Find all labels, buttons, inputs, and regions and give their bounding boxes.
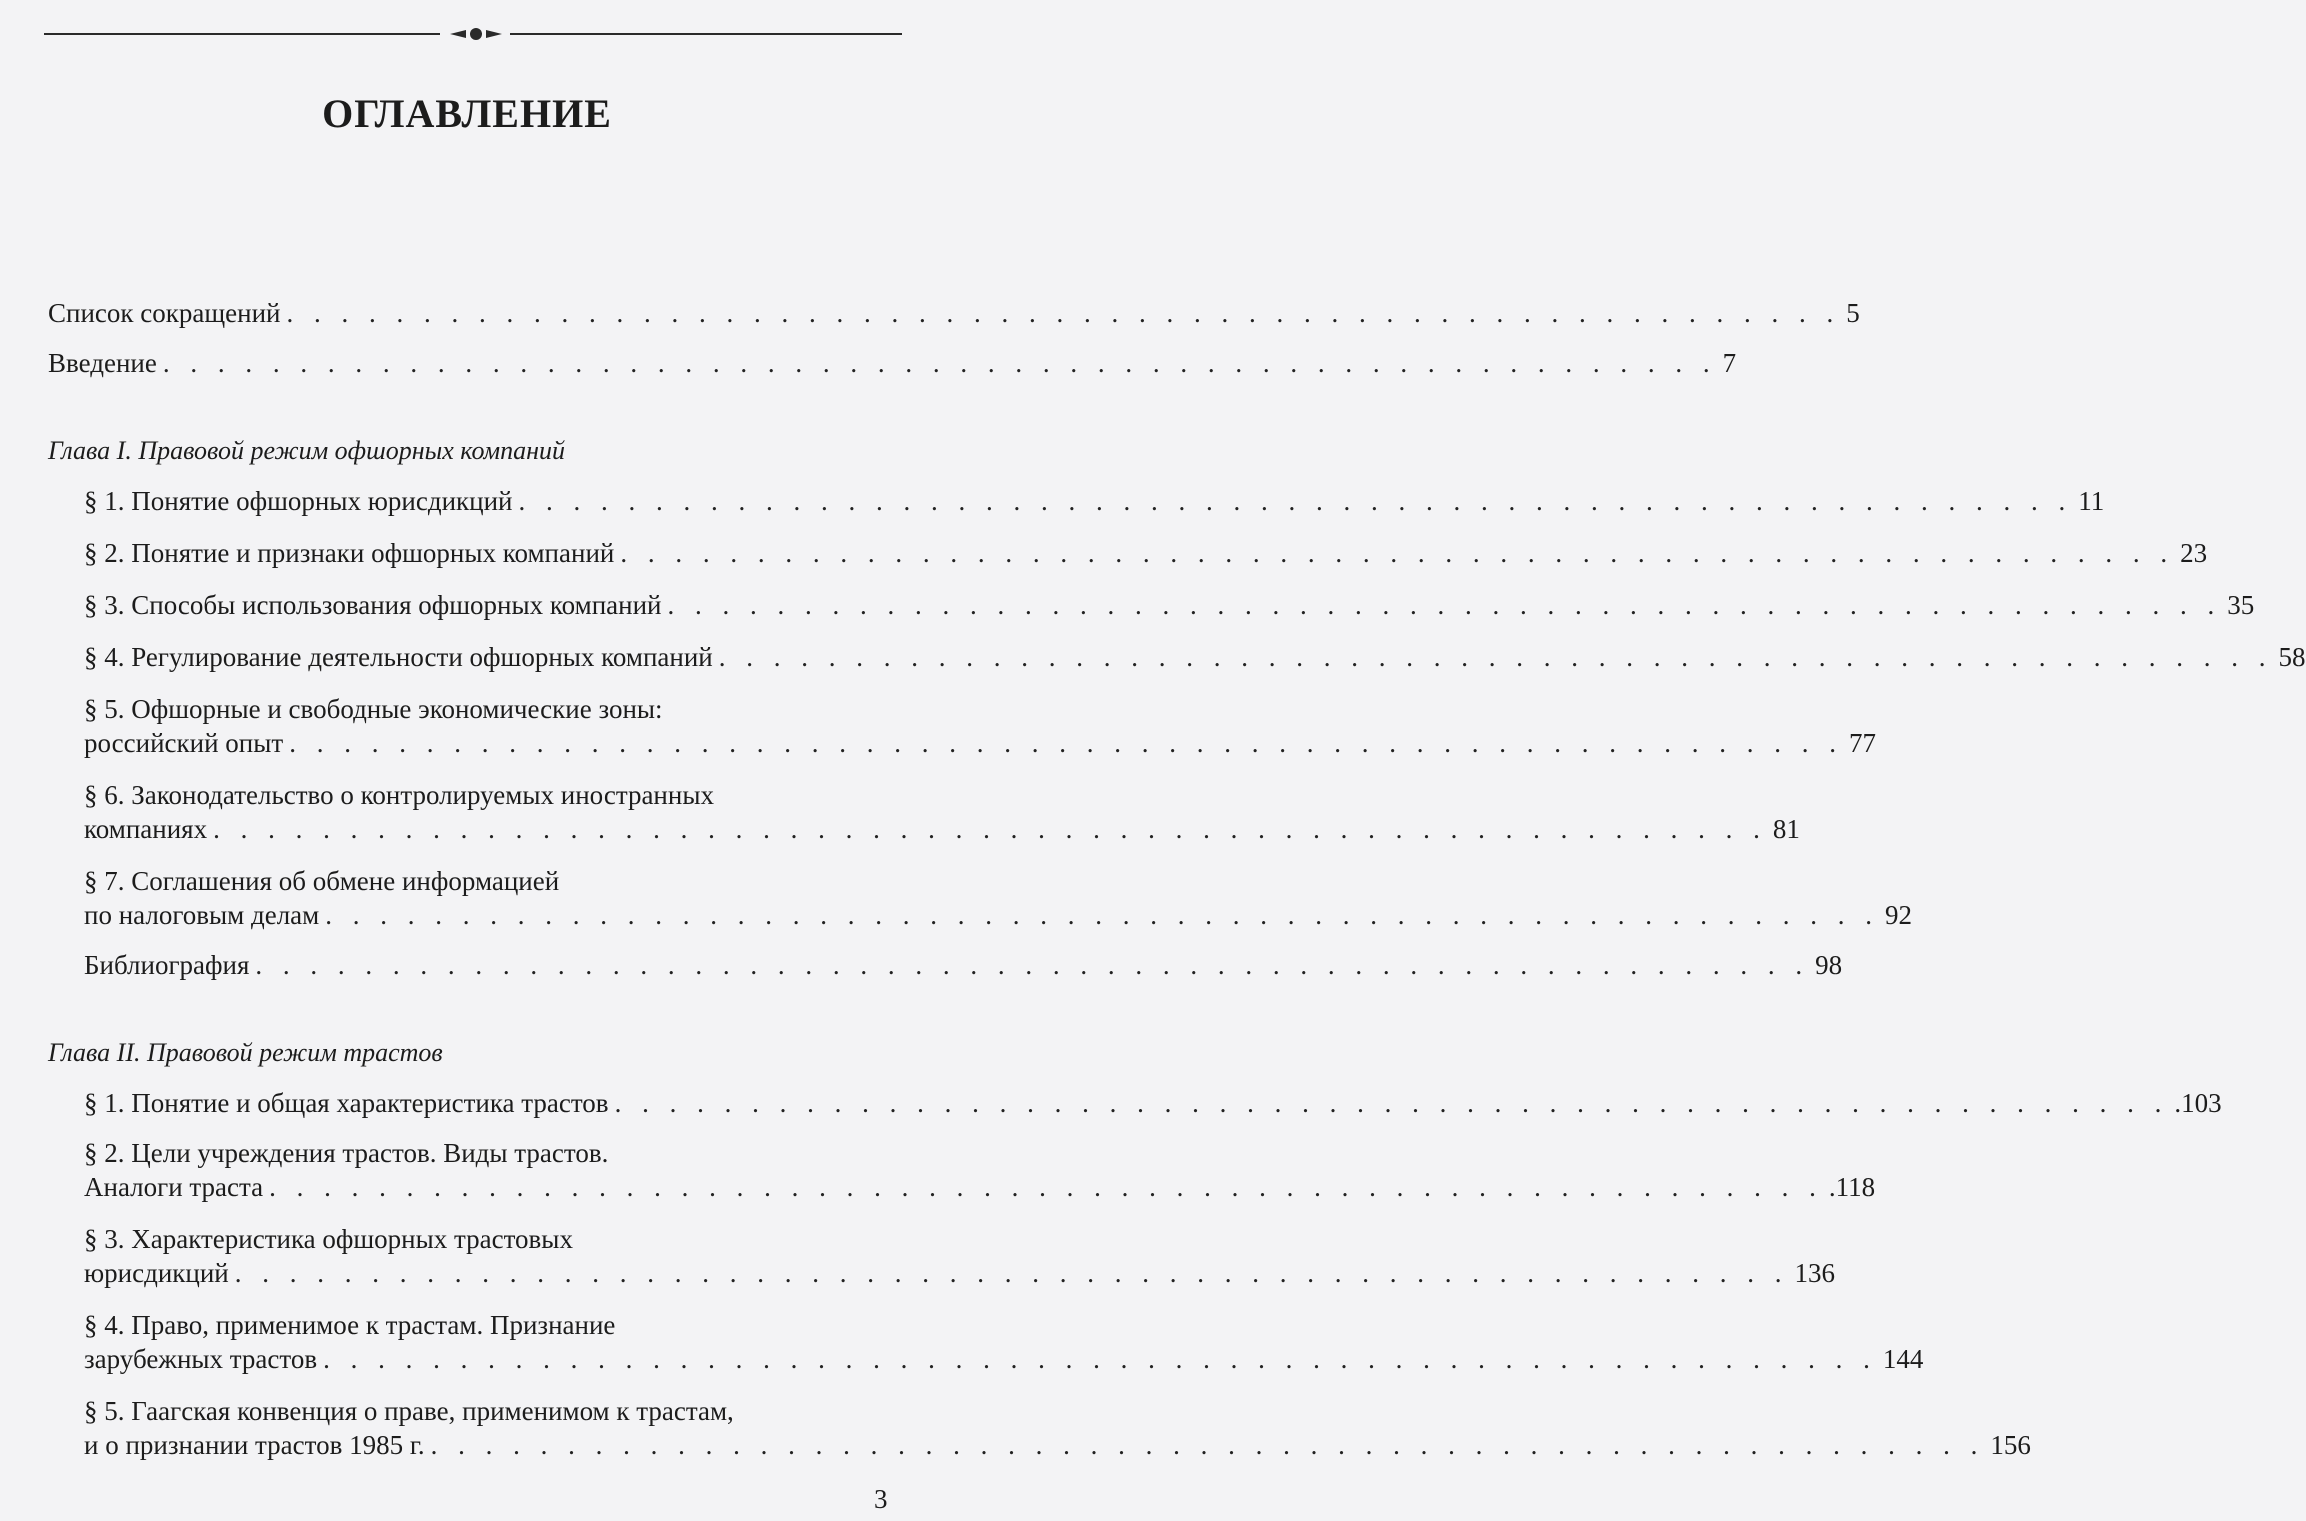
entry-title: по налоговым делам	[84, 900, 320, 930]
toc-section	[84, 1086, 2222, 1120]
entry-title: юрисдикций	[84, 1258, 229, 1288]
entry-page: 7	[1722, 348, 1737, 378]
ornament-icon	[448, 22, 504, 46]
entry-page: 81	[1772, 814, 1800, 844]
entry-title: § 2. Понятие и признаки офшорных компаний	[84, 538, 615, 568]
leader-dots: . . . . . . . . . . . . . . . . . . . . . . . . . . . . . . . . . . . . . . . . . . . . . . . . . . . . . . . . .	[667, 590, 2222, 620]
leader-dots: . . . . . . . . . . . . . . . . . . . . . . . . . . . . . . . . . . . . . . . . . . . . . . . . . . . . . . . . .	[162, 348, 1717, 378]
toc-section	[84, 640, 2306, 674]
entry-title: § 3. Способы использования офшорных компаний	[84, 590, 662, 620]
toc-section	[84, 1136, 1876, 1204]
leader-dots: . . . . . . . . . . . . . . . . . . . . . . . . . . . . . . . . . . . . . . . . . . . . . . . . . . . . . . . . .	[323, 1344, 1877, 1374]
leader-dots: . . . . . . . . . . . . . . . . . . . . . . . . . . . . . . . . . . . . . . . . . . . . . . . . . . . . . . . . .	[430, 1430, 1985, 1460]
leader-dots: . . . . . . . . . . . . . . . . . . . . . . . . . . . . . . . . . . . . . . . . . . . . . . . . . . . . . . . . .	[213, 814, 1767, 844]
toc-section	[84, 1222, 1836, 1290]
toc-entry-abbreviations	[48, 296, 1860, 330]
entry-title-line1: § 3. Характеристика офшорных трастовых	[84, 1224, 573, 1254]
entry-page: .103	[2174, 1088, 2222, 1118]
leader-dots: . . . . . . . . . . . . . . . . . . . . . . . . . . . . . . . . . . . . . . . . . . . . . . . . . . . . . . . . .	[269, 1172, 1823, 1202]
entry-title-line1: § 6. Законодательство о контролируемых иностранных	[84, 780, 714, 810]
entry-title: российский опыт	[84, 728, 284, 758]
leader-dots: . . . . . . . . . . . . . . . . . . . . . . . . . . . . . . . . . . . . . . . . . . . . . . . . . . . . . . . . .	[255, 950, 1810, 980]
entry-title: Аналоги траста	[84, 1172, 264, 1202]
entry-page: 92	[1885, 900, 1912, 930]
leader-dots: . . . . . . . . . . . . . . . . . . . . . . . . . . . . . . . . . . . . . . . . . . . . . . . . . . . . . . . . .	[234, 1258, 1789, 1288]
toc-section	[84, 864, 1912, 932]
entry-title: § 1. Понятие офшорных юрисдикций	[84, 486, 513, 516]
entry-title-line1: § 4. Право, применимое к трастам. Признание	[84, 1310, 616, 1340]
entry-page: 144	[1882, 1344, 1924, 1374]
entry-title: зарубежных трастов	[84, 1344, 318, 1374]
leader-dots: . . . . . . . . . . . . . . . . . . . . . . . . . . . . . . . . . . . . . . . . . . . . . . . . . . . . . . . . .	[289, 728, 1843, 758]
header-rule-left	[44, 33, 440, 35]
toc-section	[84, 1394, 2031, 1462]
leader-dots: . . . . . . . . . . . . . . . . . . . . . . . . . . . . . . . . . . . . . . . . . . . . . . . . . . . . . . . . .	[620, 538, 2175, 568]
leader-dots: . . . . . . . . . . . . . . . . . . . . . . . . . . . . . . . . . . . . . . . . . . . . . . . . . . . . . . . . .	[614, 1088, 2169, 1118]
entry-page: 136	[1794, 1258, 1836, 1288]
entry-title: § 4. Регулирование деятельности офшорных компаний	[84, 642, 713, 672]
entry-page: 35	[2227, 590, 2255, 620]
header-rule-right	[510, 33, 902, 35]
chapter-heading: Глава II. Правовой режим трастов	[48, 1038, 443, 1067]
entry-page: 5	[1846, 298, 1860, 328]
entry-page: 98	[1815, 950, 1843, 980]
toc-section	[84, 536, 2208, 570]
toc-section	[84, 778, 1800, 846]
toc-section	[84, 692, 1876, 760]
leader-dots: . . . . . . . . . . . . . . . . . . . . . . . . . . . . . . . . . . . . . . . . . . . . . . . . . . . . . . . . .	[325, 900, 1879, 930]
entry-page: 23	[2180, 538, 2208, 568]
toc-section	[84, 484, 2105, 518]
page-title: ОГЛАВЛЕНИЕ	[322, 91, 612, 136]
chapter-heading: Глава I. Правовой режим офшорных компаний	[48, 436, 565, 465]
entry-page: 77	[1848, 728, 1876, 758]
leader-dots: . . . . . . . . . . . . . . . . . . . . . . . . . . . . . . . . . . . . . . . . . . . . . . . . . . . . . . . . .	[718, 642, 2273, 672]
entry-title: Библиография	[84, 950, 250, 980]
toc-section	[84, 588, 2255, 622]
entry-title: § 1. Понятие и общая характеристика трастов	[84, 1088, 609, 1118]
toc-entry-intro	[48, 346, 1737, 380]
entry-title: Список сокращений	[48, 298, 281, 328]
toc-section	[84, 948, 1843, 982]
entry-page: 11	[2078, 486, 2105, 516]
entry-title: Введение	[48, 348, 157, 378]
entry-page: 58	[2278, 642, 2306, 672]
entry-title: и о признании трастов 1985 г.	[84, 1430, 425, 1460]
entry-page: .118	[1828, 1172, 1876, 1202]
toc-section	[84, 1308, 1924, 1376]
entry-title-line1: § 5. Офшорные и свободные экономические зоны:	[84, 694, 663, 724]
entry-title-line1: § 2. Цели учреждения трастов. Виды трастов.	[84, 1138, 609, 1168]
leader-dots: . . . . . . . . . . . . . . . . . . . . . . . . . . . . . . . . . . . . . . . . . . . . . . . . . . . . . . . . .	[286, 298, 1841, 328]
entry-page: 156	[1990, 1430, 2031, 1460]
entry-title-line1: § 7. Соглашения об обмене информацией	[84, 866, 560, 896]
page-number: 3	[874, 1484, 888, 1514]
entry-title: компаниях	[84, 814, 208, 844]
leader-dots: . . . . . . . . . . . . . . . . . . . . . . . . . . . . . . . . . . . . . . . . . . . . . . . . . . . . . . . . .	[518, 486, 2073, 516]
entry-title-line1: § 5. Гаагская конвенция о праве, применимом к трастам,	[84, 1396, 734, 1426]
